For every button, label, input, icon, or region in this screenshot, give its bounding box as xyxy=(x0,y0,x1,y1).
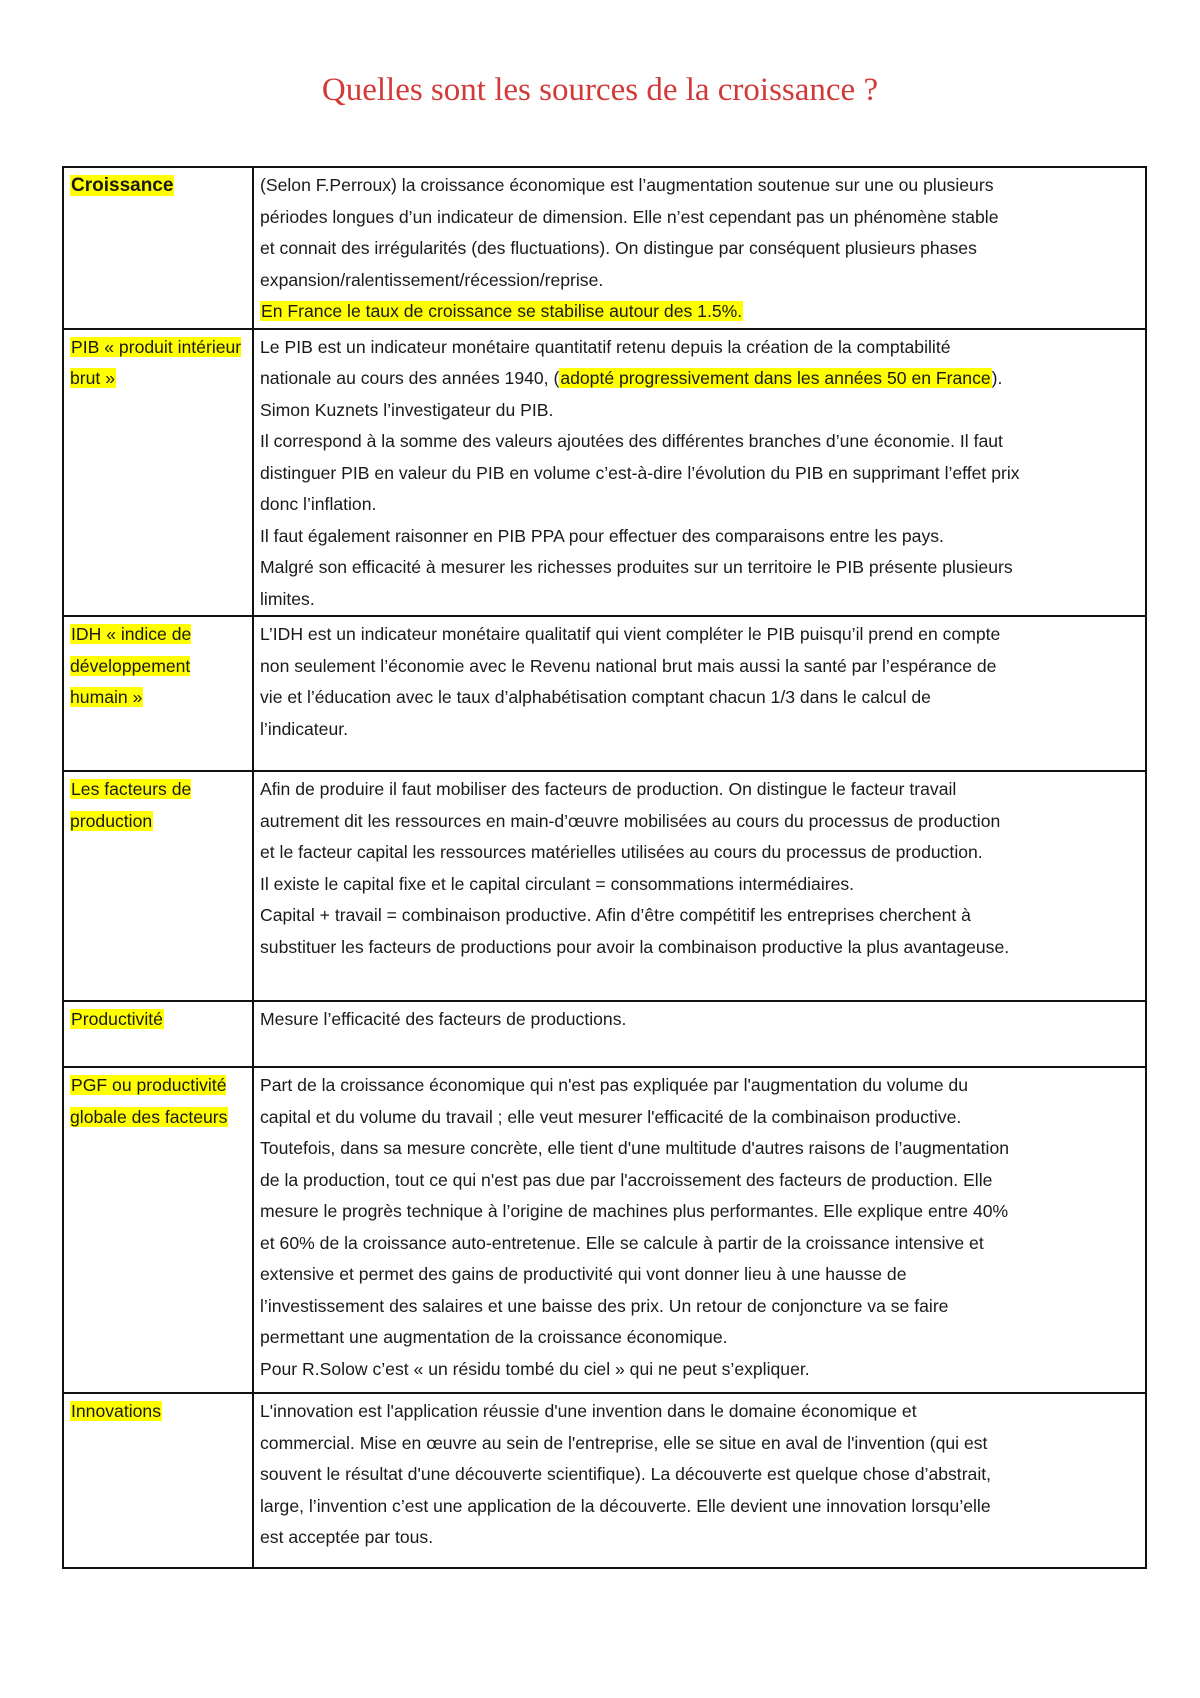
definition-line: capital et du volume du travail ; elle veut mesurer l'efficacité de la combinaison productive. xyxy=(260,1106,962,1127)
definition-line: Capital + travail = combinaison productive. Afin d’être compétitif les entreprises cherchent à xyxy=(260,905,971,925)
term-label: Productivité xyxy=(71,1009,163,1029)
definition-cell xyxy=(253,167,1146,329)
definition-line: autrement dit les ressources en main-d’œuvre mobilisées au cours du processus de production xyxy=(260,810,1001,831)
definition-line: Mesure l’efficacité des facteurs de productions. xyxy=(260,1009,627,1029)
definition-line: Toutefois, dans sa mesure concrète, elle tient d'une multitude d'autres raisons de l’augmentation xyxy=(260,1138,1010,1158)
definition-line: souvent le résultat d'une découverte scientifique). La découverte est quelque chose d’abstrait, xyxy=(260,1464,992,1484)
definition-line: périodes longues d’un indicateur de dimension. Elle n’est cependant pas un phénomène stable xyxy=(260,206,999,227)
term-label: IDH « indice de développement humain » xyxy=(70,624,192,707)
definition-line: L’IDH est un indicateur monétaire qualitatif qui vient compléter le PIB puisqu’il prend en compte xyxy=(260,624,1001,644)
term-label: PGF ou productivité globale des facteurs xyxy=(70,1075,228,1127)
term-label: Croissance xyxy=(71,175,174,196)
definition-line: Malgré son efficacité à mesurer les richesses produites sur un territoire le PIB présente plusieurs xyxy=(260,557,1013,577)
definition-line: Il correspond à la somme des valeurs ajoutées des différentes branches d’une économie. Il faut xyxy=(260,431,1003,451)
definition-line: limites. xyxy=(260,588,315,609)
definition-line: large, l’invention c’est une application de la découverte. Elle devient une innovation lorsqu’elle xyxy=(260,1495,991,1516)
definition-line: (Selon F.Perroux) la croissance économique est l’augmentation soutenue sur une ou plusieurs xyxy=(260,175,994,195)
table-row xyxy=(63,167,1146,329)
definition-line: mesure le progrès technique à l’origine de machines plus performantes. Elle explique entre 40% xyxy=(260,1201,1009,1221)
term-label: Les facteurs de production xyxy=(70,779,192,831)
definition-line: distinguer PIB en valeur du PIB en volume c’est-à-dire l’évolution du PIB en supprimant l’effet prix xyxy=(260,462,1020,483)
table-row xyxy=(63,329,1146,617)
definition-line: et 60% de la croissance auto-entretenue. Elle se calcule à partir de la croissance intensive et xyxy=(260,1232,984,1253)
definition-cell xyxy=(253,1067,1146,1393)
definition-cell xyxy=(253,1393,1146,1568)
definition-line: de la production, tout ce qui n'est pas due par l'accroissement des facteurs de production. Elle xyxy=(260,1169,993,1190)
definition-cell xyxy=(253,771,1146,1001)
definition-line: Il faut également raisonner en PIB PPA pour effectuer des comparaisons entre les pays. xyxy=(260,525,944,546)
definition-line: Part de la croissance économique qui n'est pas expliquée par l'augmentation du volume du xyxy=(260,1075,968,1095)
definition-cell xyxy=(253,616,1146,771)
term-cell xyxy=(63,329,253,617)
definition-line: non seulement l’économie avec le Revenu national brut mais aussi la santé par l’espérance de xyxy=(260,655,997,676)
definition-line: est acceptée par tous. xyxy=(260,1527,434,1547)
definition-line: l’investissement des salaires et une baisse des prix. Un retour de conjoncture va se faire xyxy=(260,1295,949,1316)
table-row xyxy=(63,1393,1146,1568)
definition-line: Afin de produire il faut mobiliser des facteurs de production. On distingue le facteur travail xyxy=(260,779,957,799)
definition-cell xyxy=(253,1001,1146,1067)
term-label: Innovations xyxy=(71,1401,161,1421)
definition-line: Simon Kuznets l’investigateur du PIB. xyxy=(260,399,554,420)
table-row xyxy=(63,1067,1146,1393)
page-title: Quelles sont les sources de la croissance ? xyxy=(321,72,879,108)
glossary-table xyxy=(62,166,1147,1569)
definition-line: commercial. Mise en œuvre au sein de l'entreprise, elle se situe en aval de l'invention (qui est xyxy=(260,1432,988,1453)
term-cell xyxy=(63,771,253,1001)
definition-line: substituer les facteurs de productions pour avoir la combinaison productive la plus avantageuse. xyxy=(260,936,1010,957)
table-row xyxy=(63,771,1146,1001)
table-row xyxy=(63,1001,1146,1067)
definition-cell xyxy=(253,329,1146,617)
definition-line: et le facteur capital les ressources matérielles utilisées au cours du processus de production. xyxy=(260,842,983,862)
definition-line: Le PIB est un indicateur monétaire quantitatif retenu depuis la création de la comptabilité xyxy=(260,336,951,357)
term-cell xyxy=(63,1001,253,1067)
definition-line: permettant une augmentation de la croissance économique. xyxy=(260,1327,728,1347)
highlighted-text: adopté progressivement dans les années 50 en France xyxy=(560,368,991,388)
definition-line: donc l’inflation. xyxy=(260,494,377,514)
term-cell xyxy=(63,616,253,771)
definition-line: et connait des irrégularités (des fluctuations). On distingue par conséquent plusieurs phases xyxy=(260,238,977,258)
definition-line: Il existe le capital fixe et le capital circulant = consommations intermédiaires. xyxy=(260,873,855,894)
term-cell xyxy=(63,1067,253,1393)
definition-line: l’indicateur. xyxy=(260,718,349,739)
definition-line: L'innovation est l'application réussie d'une invention dans le domaine économique et xyxy=(260,1401,917,1421)
definition-line: extensive et permet des gains de productivité qui vont donner lieu à une hausse de xyxy=(260,1264,907,1284)
definition-line: expansion/ralentissement/récession/reprise. xyxy=(260,269,604,290)
highlighted-text: En France le taux de croissance se stabilise autour des 1.5%. xyxy=(261,301,743,321)
term-cell xyxy=(63,167,253,329)
table-row xyxy=(63,616,1146,771)
definition-line: Pour R.Solow c’est « un résidu tombé du ciel » qui ne peut s’expliquer. xyxy=(260,1358,810,1379)
term-cell xyxy=(63,1393,253,1568)
term-label: PIB « produit intérieur brut » xyxy=(70,336,242,388)
definition-line: nationale au cours des années 1940, (adopté progressivement dans les années 50 en France). xyxy=(260,368,1003,388)
definition-line: vie et l’éducation avec le taux d’alphabétisation comptant chacun 1/3 dans le calcul de xyxy=(260,687,931,707)
